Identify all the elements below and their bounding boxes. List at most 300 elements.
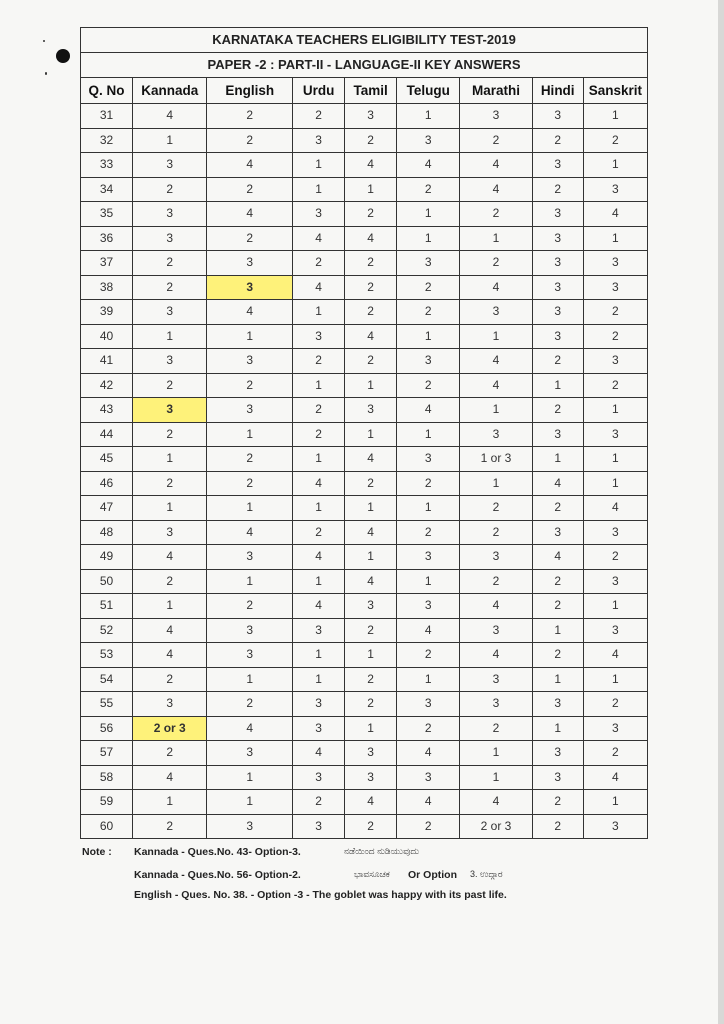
answer-cell: 2 (345, 471, 397, 496)
answer-cell: 1 (345, 177, 397, 202)
question-number-cell: 33 (81, 153, 133, 178)
answer-cell: 2 (345, 275, 397, 300)
column-header-telugu: Telugu (397, 78, 460, 104)
answer-cell: 3 (207, 643, 293, 668)
answer-cell: 2 (207, 692, 293, 717)
answer-cell: 4 (345, 447, 397, 472)
answer-cell: 3 (460, 300, 532, 325)
question-number-cell: 56 (81, 716, 133, 741)
answer-cell: 4 (583, 202, 647, 227)
question-number-cell: 41 (81, 349, 133, 374)
answer-cell: 2 (583, 373, 647, 398)
answer-cell: 2 (460, 569, 532, 594)
answer-cell: 2 (397, 275, 460, 300)
answer-cell: 2 (532, 814, 583, 839)
answer-cell: 2 (345, 814, 397, 839)
table-row (81, 520, 648, 545)
answer-cell: 1 (583, 594, 647, 619)
answer-cell: 2 (532, 349, 583, 374)
answer-cell: 3 (133, 300, 207, 325)
answer-cell: 4 (293, 471, 345, 496)
question-number-cell: 53 (81, 643, 133, 668)
answer-cell: 1 (207, 422, 293, 447)
answer-cell: 3 (532, 765, 583, 790)
answer-rows (81, 104, 648, 839)
answer-cell: 2 (133, 373, 207, 398)
answer-cell: 4 (133, 545, 207, 570)
answer-cell: 3 (345, 398, 397, 423)
table-row (81, 349, 648, 374)
answer-cell: 2 (460, 716, 532, 741)
answer-cell: 4 (345, 790, 397, 815)
answer-cell: 1 (532, 618, 583, 643)
table-row (81, 765, 648, 790)
answer-cell: 1 (345, 545, 397, 570)
answer-cell: 2 (345, 202, 397, 227)
table-row (81, 569, 648, 594)
answer-cell: 3 (532, 300, 583, 325)
answer-cell: 4 (133, 765, 207, 790)
answer-cell: 2 (583, 300, 647, 325)
answer-cell: 4 (460, 349, 532, 374)
table-row (81, 104, 648, 129)
column-header-marathi: Marathi (460, 78, 532, 104)
answer-cell: 3 (207, 741, 293, 766)
answer-cell: 3 (532, 324, 583, 349)
answer-cell: 3 (397, 765, 460, 790)
answer-cell: 2 (345, 618, 397, 643)
answer-cell: 3 (397, 251, 460, 276)
answer-cell: 2 (133, 569, 207, 594)
answer-cell: 3 (397, 692, 460, 717)
question-number-cell: 43 (81, 398, 133, 423)
answer-cell: 3 (583, 349, 647, 374)
answer-cell: 1 (345, 496, 397, 521)
question-number-cell: 32 (81, 128, 133, 153)
answer-cell: 1 (532, 716, 583, 741)
answer-cell: 2 (293, 422, 345, 447)
answer-cell: 2 (532, 398, 583, 423)
answer-cell: 3 (293, 716, 345, 741)
column-header-row (81, 78, 648, 104)
answer-cell: 1 (293, 153, 345, 178)
answer-cell: 4 (133, 618, 207, 643)
answer-cell: 2 (133, 741, 207, 766)
answer-cell: 4 (460, 373, 532, 398)
answer-cell: 4 (345, 153, 397, 178)
scan-page-edge (718, 0, 724, 1024)
answer-cell: 3 (397, 594, 460, 619)
answer-cell: 1 (583, 226, 647, 251)
answer-cell: 1 (293, 300, 345, 325)
answer-cell: 3 (345, 765, 397, 790)
answer-cell: 3 (583, 422, 647, 447)
answer-cell: 1 (583, 471, 647, 496)
question-number-cell: 34 (81, 177, 133, 202)
punch-hole (56, 49, 70, 63)
answer-cell: 2 (207, 177, 293, 202)
answer-cell: 3 (460, 692, 532, 717)
note-kannada-56-or: Or Option (408, 869, 457, 881)
answer-cell: 2 (207, 226, 293, 251)
table-row (81, 814, 648, 839)
answer-cell: 4 (460, 790, 532, 815)
answer-cell: 1 (397, 202, 460, 227)
answer-cell: 1 (133, 790, 207, 815)
table-row (81, 275, 648, 300)
answer-cell: 3 (207, 251, 293, 276)
answer-cell: 3 (207, 814, 293, 839)
answer-cell: 2 (583, 741, 647, 766)
table-row (81, 226, 648, 251)
question-number-cell: 48 (81, 520, 133, 545)
answer-cell: 4 (207, 300, 293, 325)
answer-cell: 3 (345, 594, 397, 619)
table-row (81, 251, 648, 276)
answer-cell: 2 (133, 422, 207, 447)
answer-cell: 2 or 3 (133, 716, 207, 741)
answer-cell: 4 (293, 741, 345, 766)
answer-cell: 2 (532, 496, 583, 521)
answer-cell: 4 (532, 471, 583, 496)
column-header-hindi: Hindi (532, 78, 583, 104)
answer-cell: 4 (532, 545, 583, 570)
answer-cell: 3 (532, 104, 583, 129)
answer-cell: 1 (460, 765, 532, 790)
question-number-cell: 55 (81, 692, 133, 717)
answer-cell: 2 (345, 128, 397, 153)
answer-cell: 4 (460, 275, 532, 300)
answer-cell: 1 (460, 226, 532, 251)
scan-speck (43, 40, 45, 42)
answer-cell: 1 (293, 643, 345, 668)
answer-key-table (80, 27, 648, 839)
note-kannada-56-phrase: ಭಾವಸೂಚಕ (354, 869, 390, 879)
column-header-q-no: Q. No (81, 78, 133, 104)
answer-cell: 3 (532, 422, 583, 447)
question-number-cell: 36 (81, 226, 133, 251)
answer-cell: 1 (207, 324, 293, 349)
answer-cell: 2 (583, 692, 647, 717)
note-english-38: English - Ques. No. 38. - Option -3 - The goblet was happy with its past life. (134, 889, 507, 901)
answer-cell: 2 (583, 324, 647, 349)
column-header-kannada: Kannada (133, 78, 207, 104)
answer-cell: 2 (293, 349, 345, 374)
question-number-cell: 47 (81, 496, 133, 521)
answer-cell: 2 (460, 251, 532, 276)
question-number-cell: 60 (81, 814, 133, 839)
table-row (81, 373, 648, 398)
question-number-cell: 37 (81, 251, 133, 276)
answer-cell: 1 (207, 569, 293, 594)
answer-cell: 2 (532, 594, 583, 619)
answer-cell: 2 (207, 471, 293, 496)
answer-cell: 2 (293, 251, 345, 276)
answer-cell: 1 (133, 496, 207, 521)
table-row (81, 618, 648, 643)
scan-speck (45, 72, 47, 75)
table-row (81, 643, 648, 668)
answer-cell: 3 (207, 275, 293, 300)
answer-cell: 2 (207, 594, 293, 619)
table-row (81, 741, 648, 766)
answer-cell: 3 (133, 153, 207, 178)
answer-cell: 3 (133, 398, 207, 423)
answer-cell: 1 (207, 765, 293, 790)
answer-cell: 2 (293, 520, 345, 545)
answer-cell: 2 (345, 667, 397, 692)
answer-cell: 1 (293, 496, 345, 521)
answer-cell: 1 (293, 447, 345, 472)
question-number-cell: 40 (81, 324, 133, 349)
answer-cell: 1 (293, 373, 345, 398)
answer-cell: 4 (460, 177, 532, 202)
document-title: KARNATAKA TEACHERS ELIGIBILITY TEST-2019 (81, 28, 648, 53)
table-row (81, 202, 648, 227)
column-header-sanskrit: Sanskrit (583, 78, 647, 104)
answer-cell: 4 (207, 153, 293, 178)
answer-cell: 3 (532, 202, 583, 227)
answer-cell: 3 (293, 128, 345, 153)
answer-cell: 4 (133, 104, 207, 129)
answer-cell: 4 (345, 569, 397, 594)
question-number-cell: 57 (81, 741, 133, 766)
answer-cell: 4 (293, 594, 345, 619)
answer-cell: 4 (397, 741, 460, 766)
answer-cell: 2 (345, 300, 397, 325)
answer-cell: 4 (207, 520, 293, 545)
answer-cell: 3 (532, 275, 583, 300)
answer-cell: 2 (345, 692, 397, 717)
answer-cell: 4 (345, 324, 397, 349)
answer-cell: 2 or 3 (460, 814, 532, 839)
question-number-cell: 54 (81, 667, 133, 692)
answer-cell: 2 (397, 471, 460, 496)
question-number-cell: 44 (81, 422, 133, 447)
note-kannada-43: Kannada - Ques.No. 43- Option-3. (134, 846, 301, 858)
answer-cell: 2 (397, 643, 460, 668)
question-number-cell: 35 (81, 202, 133, 227)
answer-cell: 4 (460, 153, 532, 178)
question-number-cell: 39 (81, 300, 133, 325)
answer-cell: 1 (397, 324, 460, 349)
answer-cell: 3 (293, 202, 345, 227)
table-row (81, 471, 648, 496)
answer-cell: 3 (397, 128, 460, 153)
answer-cell: 3 (133, 349, 207, 374)
column-header-tamil: Tamil (345, 78, 397, 104)
answer-cell: 4 (460, 643, 532, 668)
table-row (81, 128, 648, 153)
answer-cell: 1 (583, 153, 647, 178)
answer-cell: 3 (532, 251, 583, 276)
answer-cell: 4 (207, 716, 293, 741)
answer-cell: 1 (460, 324, 532, 349)
answer-cell: 2 (532, 177, 583, 202)
answer-cell: 3 (293, 814, 345, 839)
answer-cell: 2 (532, 128, 583, 153)
answer-cell: 3 (583, 251, 647, 276)
table-row (81, 496, 648, 521)
table-row (81, 324, 648, 349)
question-number-cell: 42 (81, 373, 133, 398)
answer-cell: 1 (532, 447, 583, 472)
answer-cell: 1 (460, 398, 532, 423)
answer-cell: 2 (207, 128, 293, 153)
table-row (81, 398, 648, 423)
answer-cell: 3 (583, 520, 647, 545)
answer-cell: 3 (532, 153, 583, 178)
note-kannada-56-phrase-2: 3. ಉದ್ಗಾರ (470, 869, 503, 879)
answer-cell: 3 (207, 349, 293, 374)
answer-cell: 1 (133, 594, 207, 619)
answer-cell: 3 (532, 520, 583, 545)
answer-cell: 2 (397, 716, 460, 741)
answer-cell: 1 (532, 667, 583, 692)
answer-cell: 1 (397, 422, 460, 447)
answer-cell: 3 (460, 545, 532, 570)
answer-cell: 4 (583, 643, 647, 668)
answer-cell: 2 (460, 520, 532, 545)
answer-cell: 1 (293, 667, 345, 692)
answer-cell: 3 (207, 618, 293, 643)
answer-cell: 3 (293, 765, 345, 790)
column-header-urdu: Urdu (293, 78, 345, 104)
answer-cell: 2 (532, 569, 583, 594)
answer-cell: 3 (460, 667, 532, 692)
answer-cell: 3 (583, 814, 647, 839)
answer-cell: 4 (397, 153, 460, 178)
answer-cell: 2 (460, 496, 532, 521)
answer-cell: 1 (397, 104, 460, 129)
answer-cell: 3 (583, 569, 647, 594)
answer-cell: 2 (345, 251, 397, 276)
question-number-cell: 46 (81, 471, 133, 496)
answer-cell: 3 (133, 226, 207, 251)
answer-cell: 1 (207, 496, 293, 521)
answer-cell: 2 (207, 447, 293, 472)
answer-cell: 1 (397, 496, 460, 521)
answer-cell: 1 (293, 177, 345, 202)
answer-cell: 1 (207, 667, 293, 692)
answer-cell: 4 (133, 643, 207, 668)
answer-cell: 4 (293, 275, 345, 300)
answer-cell: 1 (133, 324, 207, 349)
answer-cell: 3 (460, 422, 532, 447)
answer-cell: 1 (345, 716, 397, 741)
answer-cell: 1 (397, 667, 460, 692)
answer-cell: 1 (583, 790, 647, 815)
question-number-cell: 52 (81, 618, 133, 643)
answer-cell: 3 (133, 520, 207, 545)
answer-cell: 3 (583, 275, 647, 300)
note-kannada-56: Kannada - Ques.No. 56- Option-2. (134, 869, 301, 881)
answer-cell: 2 (133, 667, 207, 692)
table-row (81, 790, 648, 815)
answer-cell: 3 (207, 545, 293, 570)
answer-cell: 2 (133, 814, 207, 839)
answer-cell: 3 (532, 692, 583, 717)
answer-cell: 1 (583, 398, 647, 423)
table-row (81, 447, 648, 472)
answer-cell: 1 (460, 741, 532, 766)
answer-cell: 2 (397, 373, 460, 398)
table-row (81, 594, 648, 619)
answer-cell: 3 (345, 741, 397, 766)
answer-cell: 2 (532, 643, 583, 668)
answer-cell: 1 (397, 226, 460, 251)
answer-cell: 4 (345, 520, 397, 545)
answer-cell: 3 (532, 741, 583, 766)
answer-cell: 2 (293, 790, 345, 815)
answer-cell: 3 (460, 618, 532, 643)
answer-cell: 2 (293, 398, 345, 423)
answer-cell: 2 (397, 300, 460, 325)
answer-cell: 2 (397, 520, 460, 545)
question-number-cell: 49 (81, 545, 133, 570)
answer-cell: 2 (460, 128, 532, 153)
answer-cell: 1 (397, 569, 460, 594)
answer-cell: 2 (532, 790, 583, 815)
answer-cell: 1 (345, 373, 397, 398)
table-row (81, 692, 648, 717)
answer-cell: 1 (583, 104, 647, 129)
answer-cell: 2 (133, 471, 207, 496)
answer-cell: 2 (583, 545, 647, 570)
table-row (81, 153, 648, 178)
answer-cell: 1 (133, 447, 207, 472)
answer-cell: 4 (397, 398, 460, 423)
note-kannada-43-phrase: ನಡೆಯಿಂದ ನುಡಿಯುವುದು (344, 846, 420, 856)
answer-cell: 4 (345, 226, 397, 251)
answer-cell: 1 (207, 790, 293, 815)
question-number-cell: 58 (81, 765, 133, 790)
question-number-cell: 38 (81, 275, 133, 300)
answer-cell: 3 (133, 692, 207, 717)
note-label: Note : (82, 846, 112, 858)
answer-cell: 4 (397, 618, 460, 643)
answer-cell: 3 (293, 324, 345, 349)
table-row (81, 545, 648, 570)
answer-cell: 2 (207, 104, 293, 129)
answer-cell: 4 (293, 545, 345, 570)
answer-cell: 2 (133, 251, 207, 276)
answer-cell: 3 (583, 716, 647, 741)
document-subtitle: PAPER -2 : PART-II - LANGUAGE-II KEY ANSWERS (81, 53, 648, 78)
answer-cell: 3 (583, 618, 647, 643)
answer-cell: 4 (397, 790, 460, 815)
answer-cell: 3 (293, 618, 345, 643)
question-number-cell: 59 (81, 790, 133, 815)
answer-cell: 1 (583, 667, 647, 692)
answer-cell: 2 (397, 177, 460, 202)
answer-cell: 1 (345, 643, 397, 668)
answer-cell: 2 (293, 104, 345, 129)
answer-cell: 1 or 3 (460, 447, 532, 472)
answer-cell: 3 (583, 177, 647, 202)
column-header-english: English (207, 78, 293, 104)
answer-cell: 2 (345, 349, 397, 374)
table-row (81, 667, 648, 692)
answer-cell: 3 (345, 104, 397, 129)
answer-cell: 1 (532, 373, 583, 398)
answer-cell: 4 (460, 594, 532, 619)
answer-cell: 3 (532, 226, 583, 251)
answer-cell: 4 (207, 202, 293, 227)
answer-cell: 1 (460, 471, 532, 496)
answer-cell: 3 (397, 349, 460, 374)
table-row (81, 716, 648, 741)
